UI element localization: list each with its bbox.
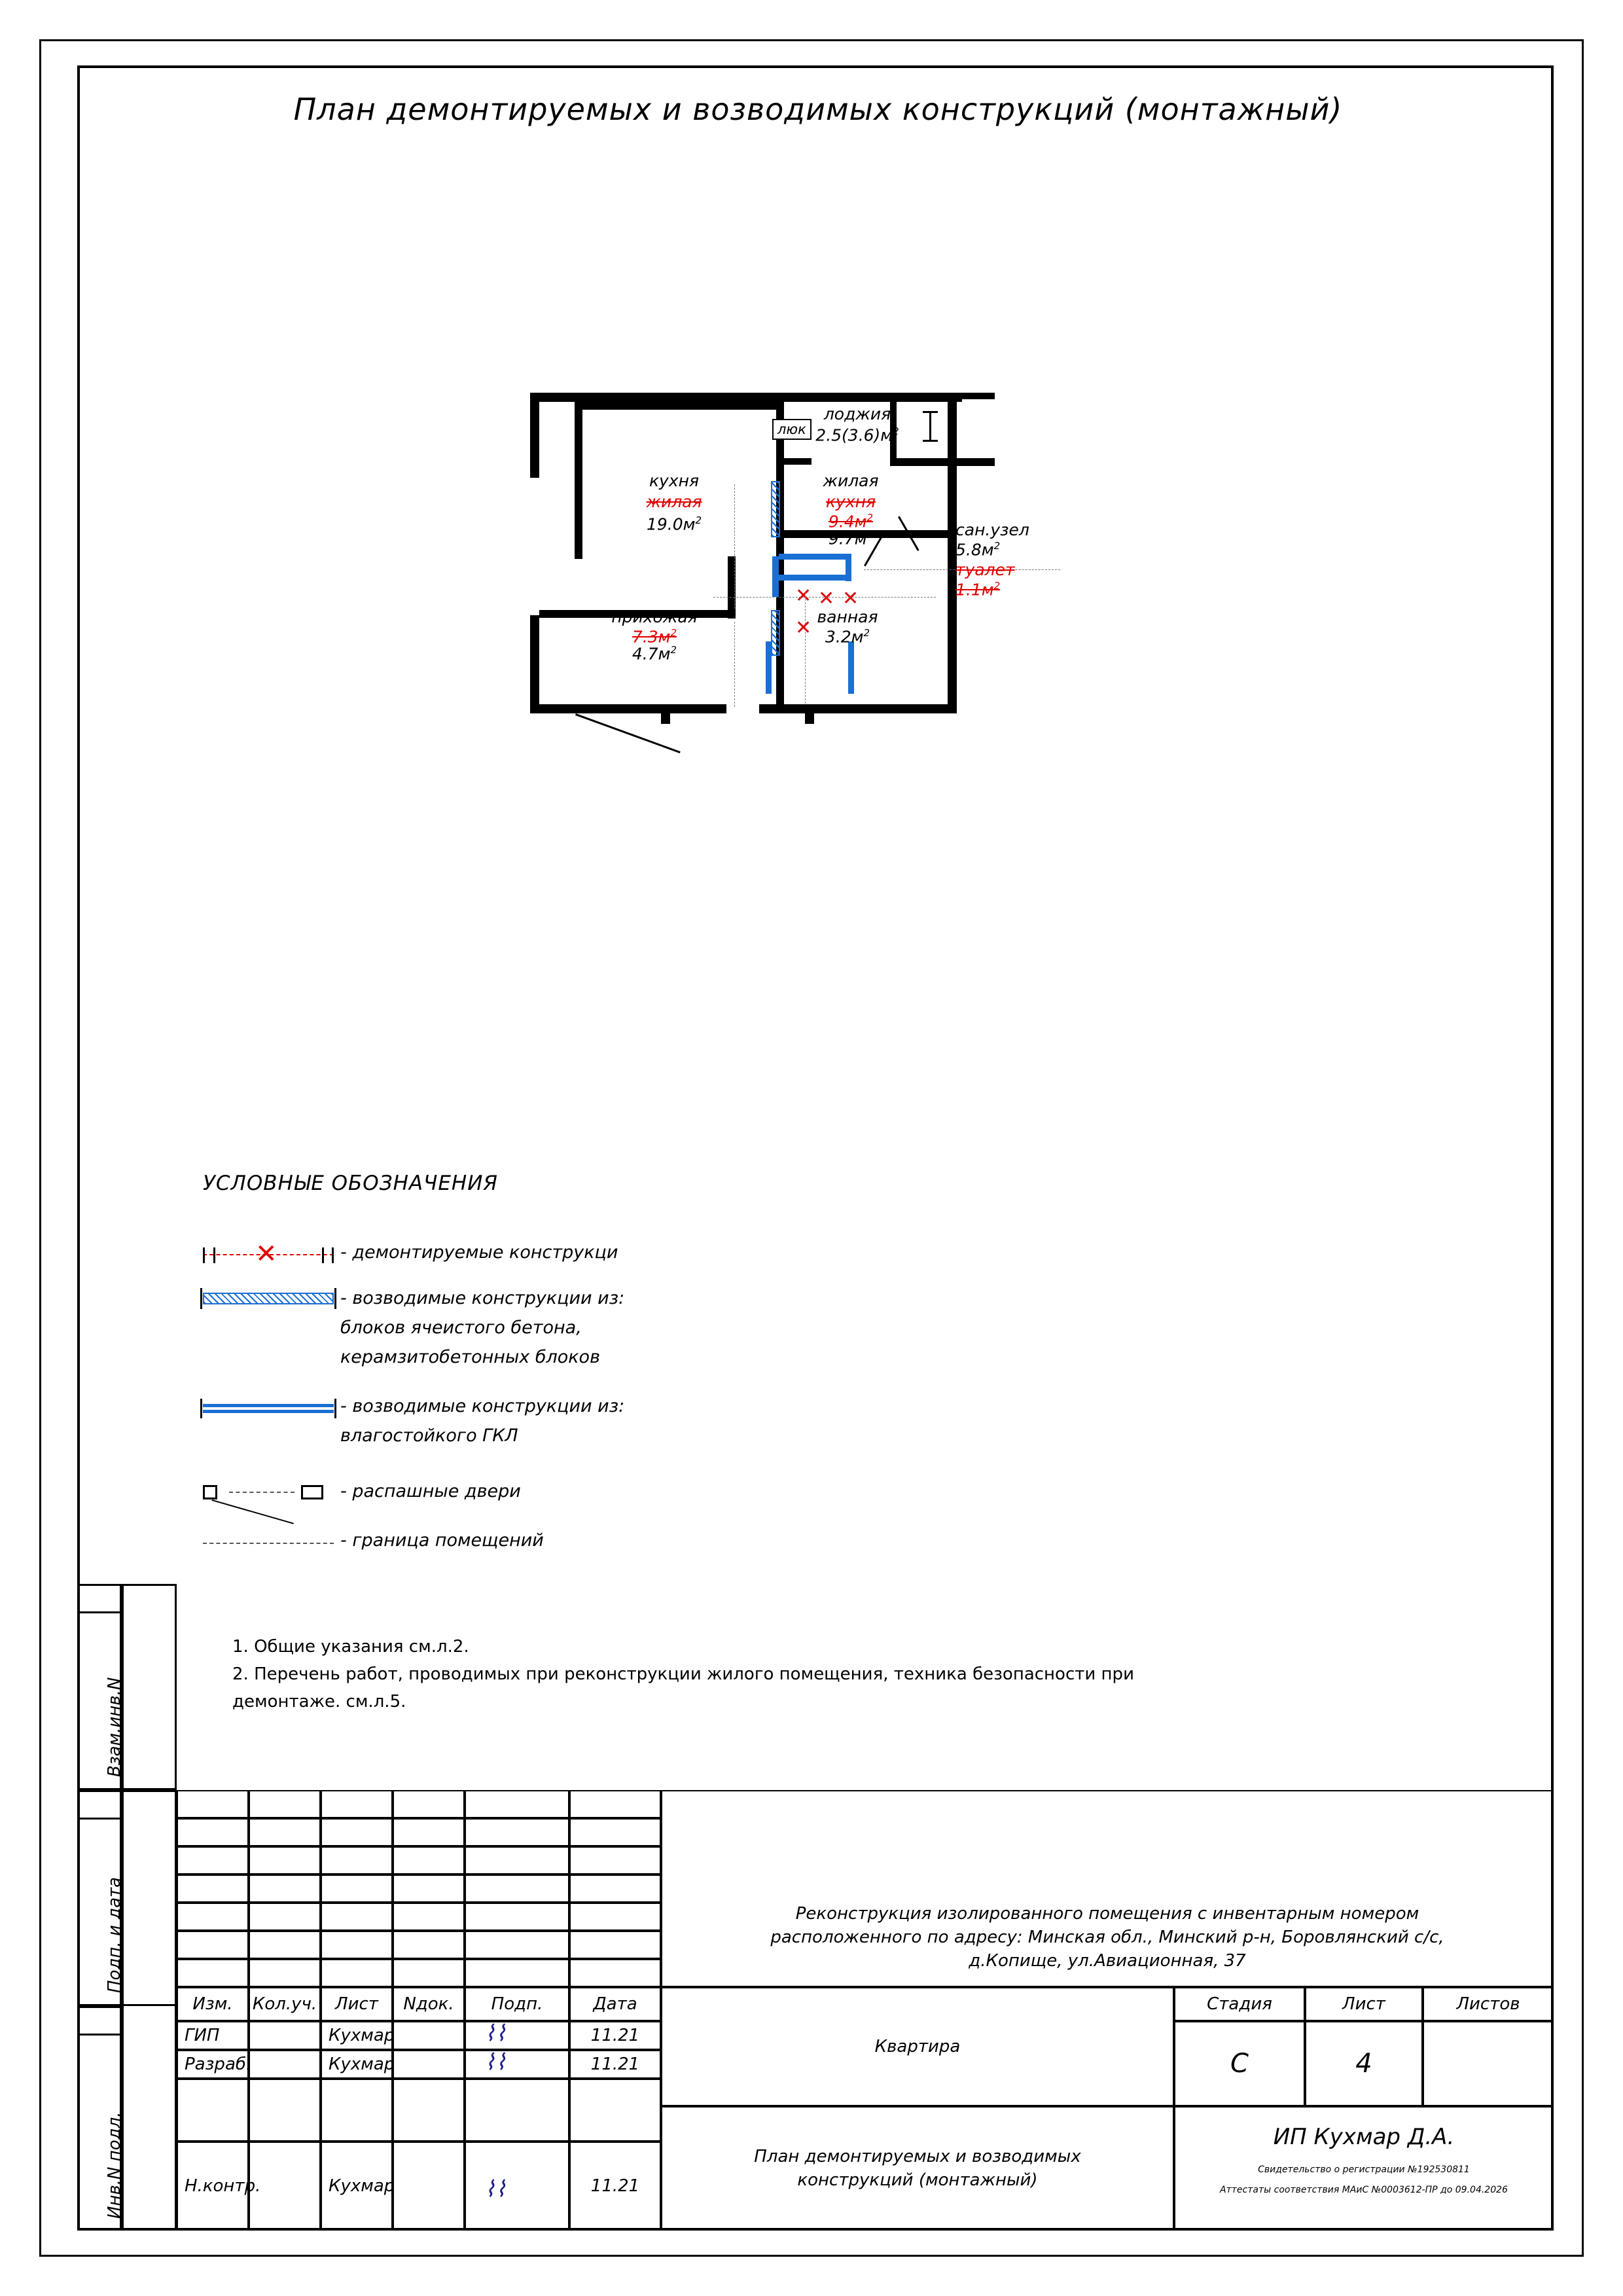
- company-attest: Аттестаты соответствия МАиС №0003612-ПР до 09.04.2026: [1220, 2185, 1508, 2195]
- loggia-dim-line: [929, 411, 931, 441]
- room-area-sanuzel: [955, 540, 1073, 559]
- legend-item-demolish: - демонтируемые конструкци: [340, 1242, 618, 1263]
- note-line-1: 1. Общие указания см.л.2.: [232, 1637, 469, 1657]
- wall-top-left: [530, 393, 818, 402]
- stage-value: С: [1230, 2049, 1249, 2079]
- side-col-podp-num: [77, 1790, 122, 1820]
- room-label-vannaya: [795, 607, 900, 626]
- loggia-dim-tick-bot: [923, 440, 938, 442]
- wall-stub-4: [661, 704, 670, 724]
- wall-room1-left: [575, 402, 582, 559]
- object-line-2: расположенного по адресу: Минская обл., Минский р-н, Боровлянский с/с,: [770, 1928, 1444, 1947]
- rev-row-blank-7: [177, 1959, 661, 1987]
- role-name-1: Кухмар: [329, 2026, 395, 2045]
- new-wall-gkl-1: [772, 556, 779, 597]
- area-sup: 2: [695, 514, 702, 526]
- legend-symbol-block-ticks: [200, 1288, 336, 1309]
- side-label-inv: Инв.N подл.: [105, 2111, 124, 2219]
- role-label-1: ГИП: [185, 2026, 220, 2045]
- role-name-2: Кухмар: [329, 2054, 395, 2074]
- room-old-name: туалет: [955, 560, 1015, 579]
- company-name: ИП Кухмар Д.А.: [1273, 2124, 1455, 2150]
- legend-item-gkl-line2: влагостойкого ГКЛ: [340, 1426, 518, 1446]
- room-old-name: кухня: [825, 492, 876, 511]
- new-wall-block-1: [771, 481, 780, 537]
- legend-item-block-line3: керамзитобетонных блоков: [340, 1347, 600, 1367]
- room-old-name: жилая: [646, 492, 702, 511]
- sheets-value: [1423, 2021, 1554, 2106]
- loggia-dim-tick-top: [923, 411, 938, 413]
- legend-symbol-door: [203, 1482, 334, 1509]
- boundary-dash-4: [713, 597, 936, 598]
- wall-stub-2: [779, 458, 812, 465]
- area-sup: 2: [670, 627, 677, 639]
- role-date-4: 11.21: [590, 2176, 640, 2196]
- rev-row-blank-5: [177, 1903, 661, 1931]
- room-name: сан.узел: [955, 520, 1029, 539]
- room-label-tualet-old: [955, 560, 1073, 579]
- side-col-vzam-num: [77, 1584, 122, 1613]
- room-label-zhilaya: [798, 471, 903, 490]
- role-date-2: 11.21: [590, 2054, 640, 2074]
- room-label-sanuzel: [955, 520, 1073, 539]
- side-col-outer-1: [122, 1584, 177, 1790]
- rev-row-blank-1: [177, 1790, 661, 1818]
- legend-item-block: - возводимые конструкции из:: [340, 1288, 625, 1308]
- note-line-3: демонтаже. см.л.5.: [232, 1692, 406, 1712]
- area-sup: 2: [993, 540, 1001, 552]
- rev-header-izm: Изм.: [192, 1994, 233, 2014]
- area-sup: 2: [863, 627, 870, 639]
- title-block: [177, 1790, 1554, 2231]
- stage-header: Стадия: [1207, 1994, 1272, 2014]
- area-sup: 2: [670, 644, 677, 656]
- side-label-podp: Подп. и дата: [105, 1876, 124, 1993]
- wall-stub-1: [687, 393, 696, 410]
- sheets-header: Листов: [1456, 1994, 1520, 2014]
- demolish-mark-3: ✕: [842, 587, 859, 610]
- room-name: прихожая: [611, 607, 698, 626]
- sheet-value: 4: [1355, 2049, 1372, 2079]
- room-label-zhilaya-old: [798, 492, 903, 511]
- room-name: лоджия: [823, 404, 891, 423]
- page-title: План демонтируемых и возводимых конструкций (монтажный): [293, 92, 1343, 127]
- role-date-1: 11.21: [590, 2026, 640, 2045]
- room-area-vannaya: [795, 627, 900, 646]
- room-label-prihozhaya: [589, 607, 720, 626]
- room-old-area-tualet: [955, 580, 1073, 599]
- signature-2: ⌇⌇: [484, 2049, 507, 2075]
- rev-header-kol: Кол.уч.: [252, 1994, 317, 2014]
- demolish-mark-4: ✕: [795, 617, 812, 639]
- sheet-header: Лист: [1342, 1994, 1385, 2014]
- signature-4: ⌇⌇: [484, 2176, 507, 2202]
- legend-item-door: - распашные двери: [340, 1481, 521, 1501]
- legend-item-boundary: - граница помещений: [340, 1530, 544, 1551]
- drawing-name-line-2: конструкций (монтажный): [797, 2170, 1038, 2190]
- floor-plan: [497, 367, 1119, 956]
- area-value: 4.7м: [632, 644, 671, 664]
- wall-room1-top: [575, 402, 784, 410]
- legend-symbol-demolish: ✕: [203, 1244, 334, 1267]
- hatch-label: люк: [772, 419, 812, 440]
- wall-bottom-2: [759, 704, 955, 713]
- role-label-4: Н.контр.: [185, 2176, 261, 2196]
- room-old-area-prihozhaya: [589, 627, 720, 646]
- room-label-kuhnya-old: [622, 492, 726, 511]
- legend-item-gkl: - возводимые конструкции из:: [340, 1396, 625, 1416]
- new-wall-gkl-4: [846, 554, 851, 581]
- new-wall-gkl-3: [779, 575, 851, 581]
- area-value: 2.5(3.6)м: [815, 425, 893, 445]
- area-value: 19.0м: [646, 514, 696, 534]
- wall-loggia-top: [890, 393, 995, 399]
- note-line-2: 2. Перечень работ, проводимых при реконструкции жилого помещения, техника безопасности при: [232, 1664, 1134, 1684]
- general-notes: [232, 1633, 1384, 1715]
- rev-row-blank-6: [177, 1931, 661, 1959]
- drawing-name-line-1: План демонтируемых и возводимых: [754, 2147, 1081, 2166]
- side-col-inv-num: [77, 2006, 122, 2036]
- room-name: жилая: [823, 471, 879, 490]
- role-name-4: Кухмар: [329, 2176, 395, 2196]
- object-line-3: д.Копище, ул.Авиационная, 37: [969, 1951, 1246, 1971]
- legend-item-block-line2: блоков ячеистого бетона,: [340, 1318, 582, 1338]
- demolish-mark-1: ✕: [795, 584, 812, 607]
- role-label-3: [177, 2079, 329, 2142]
- side-col-outer-2: [122, 1790, 177, 2006]
- new-wall-block-2: [771, 610, 780, 656]
- object-line-1: Реконструкция изолированного помещения с инвентарным номером: [795, 1904, 1419, 1924]
- signature-1: ⌇⌇: [484, 2020, 507, 2047]
- wall-bottom: [530, 704, 726, 713]
- old-area-value: 1.1м: [955, 580, 994, 600]
- area-value: 3.2м: [825, 627, 864, 647]
- area-value: 9.7м: [828, 529, 867, 548]
- room-name: ванная: [817, 607, 878, 626]
- new-wall-gkl-5: [766, 641, 772, 694]
- boundary-dash-2: [734, 622, 735, 707]
- legend-symbol-boundary: [203, 1541, 334, 1545]
- room-old-area-zhilaya: [798, 512, 903, 531]
- rev-header-ndok: Nдок.: [403, 1994, 454, 2014]
- room-area-prihozhaya: [589, 644, 720, 663]
- room-label-kuhnya: [622, 471, 726, 490]
- boundary-dash-1: [734, 484, 735, 609]
- rev-header-data: Дата: [593, 1994, 637, 2014]
- area-value: 5.8м: [955, 540, 994, 560]
- room-label-loggia: [805, 404, 910, 423]
- wall-left-lower: [530, 615, 539, 713]
- company-reg: Свидетельство о регистрации №192530811: [1258, 2164, 1470, 2175]
- room-area-zhilaya: [798, 529, 903, 548]
- rev-header-podp: Подп.: [491, 1994, 543, 2014]
- legend-title: УСЛОВНЫЕ ОБОЗНАЧЕНИЯ: [203, 1172, 498, 1195]
- room-name: кухня: [649, 471, 700, 490]
- wall-stub-5: [805, 704, 814, 724]
- rev-row-blank-2: [177, 1818, 661, 1846]
- room-area-kuhnya: [622, 514, 726, 533]
- object-name: Квартира: [874, 2037, 961, 2056]
- new-wall-gkl-6: [848, 641, 854, 694]
- area-sup: 2: [866, 512, 874, 524]
- new-wall-gkl-2: [779, 554, 851, 560]
- legend-symbol-gkl: [200, 1397, 336, 1418]
- rev-header-list: Лист: [335, 1994, 378, 2014]
- old-area-value: 9.4м: [828, 512, 867, 531]
- old-area-value: 7.3м: [632, 627, 671, 647]
- area-sup: 2: [993, 580, 1001, 592]
- role-label-2: Разраб.: [185, 2054, 252, 2074]
- drawing-name: [661, 2106, 1174, 2231]
- demolish-mark-2: ✕: [818, 587, 835, 610]
- wall-left-upper: [530, 393, 539, 478]
- rev-row-blank-4: [177, 1874, 661, 1903]
- room-area-loggia: [792, 425, 923, 444]
- rev-row-blank-3: [177, 1846, 661, 1874]
- area-sup: 2: [893, 425, 899, 437]
- wall-stub-3: [948, 458, 993, 466]
- object-description: [661, 1888, 1554, 1986]
- area-sup: 2: [866, 529, 874, 541]
- side-label-vzam: Взам.инв.N: [105, 1677, 124, 1777]
